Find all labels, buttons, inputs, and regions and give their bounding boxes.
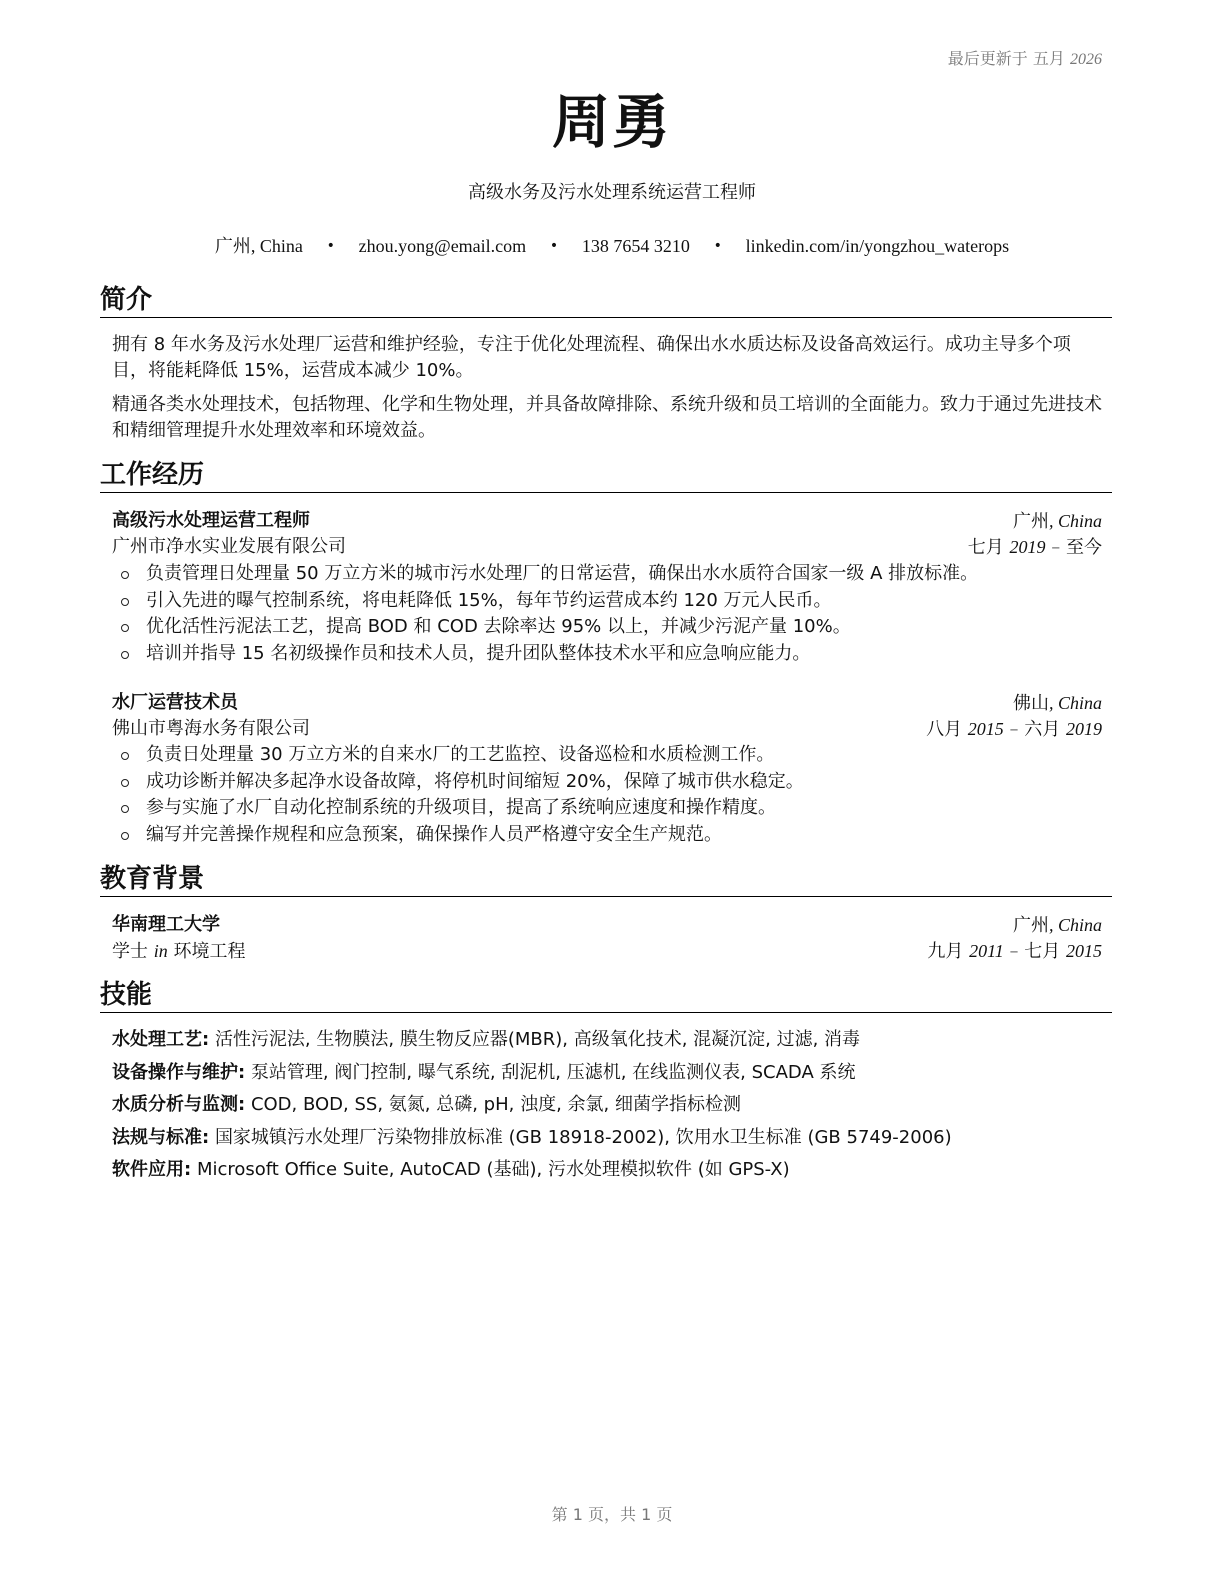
job-1-subheader	[112, 534, 1102, 560]
contact-line	[0, 232, 1224, 258]
job-role: 水厂运营技术员	[112, 692, 238, 713]
section-heading-experience: 工作经历	[100, 458, 1112, 493]
last-updated	[948, 46, 1102, 69]
contact-location: 广州, China	[214, 236, 303, 257]
education-subheader	[112, 938, 1102, 964]
job-role: 高级污水处理运营工程师	[112, 510, 310, 531]
section-heading-summary: 简介	[100, 283, 1112, 318]
job-location: 广州, China	[1012, 511, 1102, 532]
skill-row: 软件应用: Microsoft Office Suite, AutoCAD (基础), 污水处理模拟软件 (如 GPS-X)	[112, 1159, 790, 1180]
last-updated-year: 2026	[1070, 51, 1102, 68]
education-dates: 九月 2011 – 七月 2015	[927, 941, 1102, 962]
list-item: 培训并指导 15 名初级操作员和技术人员，提升团队整体技术水平和应急响应能力。	[112, 641, 1102, 668]
separator-dot: •	[549, 238, 559, 254]
section-heading-skills: 技能	[100, 978, 1112, 1013]
job-location: 佛山, China	[1012, 693, 1102, 714]
job-2-header	[112, 690, 1102, 716]
list-item: 负责管理日处理量 50 万立方米的城市污水处理厂的日常运营，确保出水水质符合国家一级 A 排放标准。	[112, 561, 1102, 588]
job-dates: 八月 2015 – 六月 2019	[926, 719, 1102, 740]
contact-linkedin[interactable]: linkedin.com/in/yongzhou_waterops	[745, 236, 1010, 256]
education-header	[112, 912, 1102, 938]
separator-dot: •	[326, 238, 335, 254]
last-updated-prefix: 最后更新于	[947, 49, 1028, 68]
school-name: 华南理工大学	[112, 914, 220, 935]
last-updated-month: 五月	[1032, 49, 1065, 68]
job-company: 佛山市粤海水务有限公司	[112, 718, 310, 739]
job-1-header	[112, 508, 1102, 534]
person-name: 周勇	[551, 88, 672, 156]
list-item: 负责日处理量 30 万立方米的自来水厂的工艺监控、设备巡检和水质检测工作。	[112, 742, 1102, 769]
skill-row: 水处理工艺: 活性污泥法, 生物膜法, 膜生物反应器(MBR), 高级氧化技术, 混凝沉淀, 过滤, 消毒	[112, 1029, 861, 1050]
page-footer: 第 1 页，共 1 页	[551, 1505, 673, 1524]
job-dates: 七月 2019 – 至今	[967, 537, 1102, 558]
contact-phone[interactable]: 138 7654 3210	[581, 236, 690, 256]
list-item: 编写并完善操作规程和应急预案，确保操作人员严格遵守安全生产规范。	[112, 822, 1102, 849]
job-1-bullets	[112, 561, 1102, 667]
separator-dot: •	[713, 238, 722, 254]
list-item: 引入先进的曝气控制系统，将电耗降低 15%，每年节约运营成本约 120 万元人民币。	[112, 588, 1102, 615]
skill-row: 设备操作与维护: 泵站管理, 阀门控制, 曝气系统, 刮泥机, 压滤机, 在线监测仪表, SCADA 系统	[112, 1061, 856, 1083]
job-company: 广州市净水实业发展有限公司	[112, 536, 346, 557]
list-item: 参与实施了水厂自动化控制系统的升级项目，提高了系统响应速度和操作精度。	[112, 795, 1102, 822]
job-2-bullets	[112, 742, 1102, 848]
degree: 学士 in 环境工程	[112, 941, 246, 962]
section-heading-education: 教育背景	[100, 862, 1112, 897]
summary-paragraph-2: 精通各类水处理技术，包括物理、化学和生物处理，并具备故障排除、系统升级和员工培训的全面能力。致力于通过先进技术和精细管理提升水处理效率和环境效益。	[112, 394, 1102, 441]
job-title: 高级水务及污水处理系统运营工程师	[468, 182, 756, 203]
job-2-subheader	[112, 716, 1102, 742]
school-location: 广州, China	[1012, 915, 1102, 936]
skills-list	[112, 1024, 1102, 1187]
skill-row: 水质分析与监测: COD, BOD, SS, 氨氮, 总磷, pH, 浊度, 余氯, 细菌学指标检测	[112, 1094, 741, 1115]
list-item: 成功诊断并解决多起净水设备故障，将停机时间缩短 20%，保障了城市供水稳定。	[112, 769, 1102, 796]
summary-paragraph-1: 拥有 8 年水务及污水处理厂运营和维护经验，专注于优化处理流程、确保出水水质达标及设备高效运行。成功主导多个项目，将能耗降低 15%，运营成本减少 10%。	[112, 334, 1071, 381]
list-item: 优化活性污泥法工艺，提高 BOD 和 COD 去除率达 95% 以上，并减少污泥产量 10%。	[112, 614, 1102, 641]
contact-email[interactable]: zhou.yong@email.com	[358, 236, 527, 256]
skill-row: 法规与标准: 国家城镇污水处理厂污染物排放标准 (GB 18918-2002), 饮用水卫生标准 (GB 5749-2006)	[112, 1126, 952, 1148]
